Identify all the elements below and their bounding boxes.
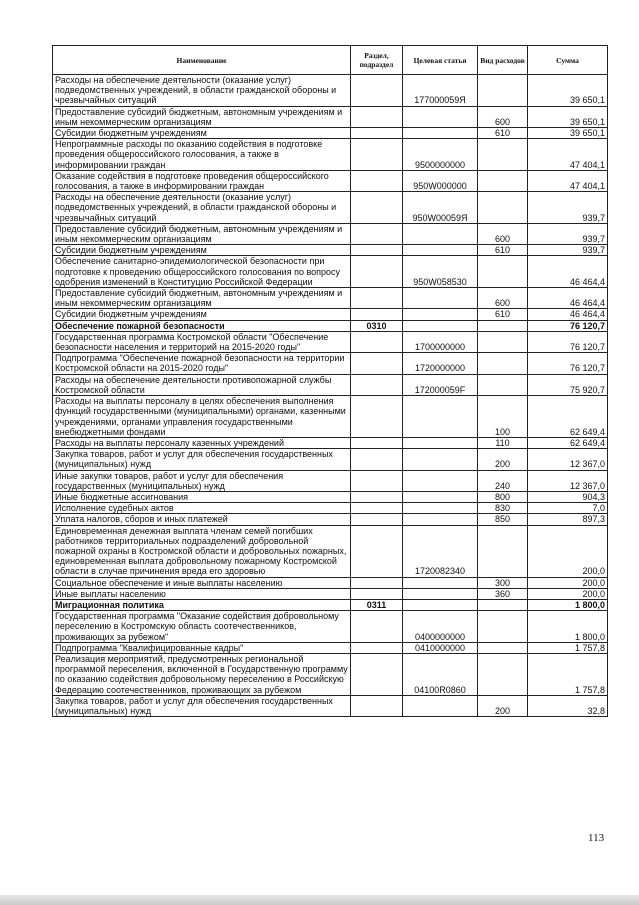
cell-section [351,331,403,352]
cell-expense-type [478,331,528,352]
cell-expense-type: 850 [478,514,528,525]
cell-amount: 76 120,7 [528,320,608,331]
cell-target: 1720000000 [403,353,478,374]
cell-name: Государственная программа Костромской области "Обеспечение безопасности населения и территорий на 2015-2020 годы" [53,331,351,352]
cell-name: Государственная программа "Оказание содействия добровольному переселению в Костромскую область соотечественников, проживающих за рубежом" [53,611,351,643]
cell-section [351,106,403,127]
table-row [53,653,608,695]
cell-target [403,288,478,309]
cell-target: 9500000000 [403,139,478,171]
cell-section [351,503,403,514]
cell-amount: 1 800,0 [528,611,608,643]
cell-target [403,514,478,525]
cell-amount: 32,8 [528,695,608,716]
cell-name: Единовременная денежная выплата членам семей погибших работников территориальных подразделений добровольной пожарной охраны в Костромской области и добровольных пожарных, единовременная выплата добровольному пожарному Костромской области в случае причинения вреда его здоровью [53,525,351,577]
cell-section [351,449,403,470]
cell-section [351,514,403,525]
cell-section [351,139,403,171]
cell-section [351,128,403,139]
cell-amount: 939,7 [528,192,608,224]
header-amount: Сумма [528,46,608,75]
cell-section [351,288,403,309]
table-row [53,106,608,127]
cell-name: Расходы на обеспечение деятельности (оказание услуг) подведомственных учреждений, в области гражданской обороны и чрезвычайных ситуаций [53,192,351,224]
cell-section [351,695,403,716]
cell-expense-type: 200 [478,695,528,716]
cell-expense-type [478,525,528,577]
cell-target [403,491,478,502]
table-row [53,75,608,107]
table-row [53,128,608,139]
table-row [53,695,608,716]
table-row [53,170,608,191]
scan-edge [0,895,639,905]
cell-name: Закупка товаров, работ и услуг для обеспечения государственных (муниципальных) нужд [53,449,351,470]
header-section: Раздел, подраздел [351,46,403,75]
cell-amount: 62 649,4 [528,396,608,438]
cell-section [351,353,403,374]
cell-section [351,309,403,320]
cell-target [403,599,478,610]
table-row [53,223,608,244]
cell-section [351,396,403,438]
table-row [53,139,608,171]
cell-name: Иные закупки товаров, работ и услуг для обеспечения государственных (муниципальных) нужд [53,470,351,491]
cell-amount: 12 367,0 [528,470,608,491]
table-row [53,353,608,374]
cell-section [351,223,403,244]
cell-expense-type [478,599,528,610]
cell-expense-type [478,653,528,695]
table-row [53,288,608,309]
cell-target [403,695,478,716]
table-row [53,374,608,395]
cell-target: 04100R0860 [403,653,478,695]
cell-amount: 200,0 [528,577,608,588]
cell-amount: 1 800,0 [528,599,608,610]
table-row [53,331,608,352]
table-row [53,514,608,525]
table-row [53,599,608,610]
cell-name: Непрограммные расходы по оказанию содействия в подготовке проведения общероссийского голосования, а также в информировании граждан [53,139,351,171]
cell-amount: 62 649,4 [528,437,608,448]
cell-target [403,245,478,256]
table-row [53,245,608,256]
cell-section [351,611,403,643]
cell-target: 1700000000 [403,331,478,352]
cell-name: Обеспечение пожарной безопасности [53,320,351,331]
header-expense-type: Вид расходов [478,46,528,75]
cell-amount: 47 404,1 [528,139,608,171]
cell-expense-type [478,642,528,653]
cell-amount: 1 757,8 [528,642,608,653]
cell-expense-type: 610 [478,309,528,320]
cell-name: Реализация мероприятий, предусмотренных региональной программой переселения, включенной в Государственную программу по оказанию содействия добровольному переселению в Российскую Федерацию соотечественников, проживающих за рубежом [53,653,351,695]
cell-target: 950W000000 [403,170,478,191]
cell-expense-type: 600 [478,223,528,244]
cell-name: Обеспечение санитарно-эпидемиологической безопасности при подготовке к проведению общероссийского голосования по вопросу одобрения изменений в Конституцию Российской Федерации [53,256,351,288]
cell-name: Предоставление субсидий бюджетным, автономным учреждениям и иным некоммерческим организациям [53,223,351,244]
cell-amount: 46 464,4 [528,256,608,288]
cell-amount: 1 757,8 [528,653,608,695]
header-name: Наименование [53,46,351,75]
cell-amount: 897,3 [528,514,608,525]
table-row [53,309,608,320]
cell-target [403,437,478,448]
table-row [53,588,608,599]
table-row [53,470,608,491]
cell-amount: 939,7 [528,245,608,256]
cell-amount: 46 464,4 [528,309,608,320]
cell-name: Социальное обеспечение и иные выплаты населению [53,577,351,588]
cell-amount: 76 120,7 [528,353,608,374]
cell-expense-type [478,353,528,374]
cell-section [351,653,403,695]
cell-name: Оказание содействия в подготовке проведения общероссийского голосования, а также в информировании граждан [53,170,351,191]
cell-section [351,256,403,288]
cell-amount: 7,0 [528,503,608,514]
cell-expense-type: 800 [478,491,528,502]
table-row [53,611,608,643]
cell-target [403,396,478,438]
cell-amount: 200,0 [528,525,608,577]
cell-name: Предоставление субсидий бюджетным, автономным учреждениям и иным некоммерческим организациям [53,288,351,309]
cell-expense-type: 200 [478,449,528,470]
cell-expense-type [478,192,528,224]
table-row [53,396,608,438]
cell-target: 177000059Я [403,75,478,107]
cell-section [351,437,403,448]
cell-name: Субсидии бюджетным учреждениям [53,309,351,320]
table-row [53,525,608,577]
cell-section [351,192,403,224]
cell-expense-type: 110 [478,437,528,448]
cell-expense-type: 360 [478,588,528,599]
cell-section [351,642,403,653]
cell-target [403,106,478,127]
cell-section [351,245,403,256]
cell-expense-type: 830 [478,503,528,514]
cell-target [403,503,478,514]
table-row [53,192,608,224]
cell-target [403,309,478,320]
cell-name: Подпрограмма "Квалифицированные кадры" [53,642,351,653]
cell-section [351,588,403,599]
cell-section: 0311 [351,599,403,610]
cell-name: Иные выплаты населению [53,588,351,599]
cell-amount: 39 650,1 [528,106,608,127]
cell-target [403,223,478,244]
cell-amount: 39 650,1 [528,128,608,139]
cell-amount: 200,0 [528,588,608,599]
cell-section [351,170,403,191]
cell-expense-type [478,75,528,107]
cell-amount: 46 464,4 [528,288,608,309]
cell-expense-type: 300 [478,577,528,588]
cell-name: Расходы на выплаты персоналу казенных учреждений [53,437,351,448]
cell-expense-type [478,374,528,395]
cell-expense-type: 100 [478,396,528,438]
table-row [53,320,608,331]
cell-target [403,577,478,588]
cell-expense-type: 600 [478,106,528,127]
cell-name: Предоставление субсидий бюджетным, автономным учреждениям и иным некоммерческим организациям [53,106,351,127]
table-row [53,491,608,502]
cell-name: Уплата налогов, сборов и иных платежей [53,514,351,525]
cell-section [351,491,403,502]
cell-section [351,470,403,491]
cell-expense-type: 240 [478,470,528,491]
table-row [53,642,608,653]
cell-target [403,128,478,139]
cell-expense-type: 610 [478,245,528,256]
table-row [53,437,608,448]
cell-name: Расходы на выплаты персоналу в целях обеспечения выполнения функций государственными (муниципальными) органами, казенными учреждениями, органами управления государственными внебюджетными фондами [53,396,351,438]
cell-name: Миграционная политика [53,599,351,610]
cell-amount: 47 404,1 [528,170,608,191]
cell-target [403,320,478,331]
cell-target [403,470,478,491]
header-target: Целевая статья [403,46,478,75]
cell-section: 0310 [351,320,403,331]
cell-expense-type [478,256,528,288]
cell-expense-type [478,170,528,191]
cell-name: Расходы на обеспечение деятельности (оказание услуг) подведомственных учреждений, в области гражданской обороны и чрезвычайных ситуаций [53,75,351,107]
cell-expense-type [478,139,528,171]
cell-amount: 904,3 [528,491,608,502]
cell-name: Исполнение судебных актов [53,503,351,514]
cell-expense-type: 610 [478,128,528,139]
cell-section [351,577,403,588]
cell-amount: 75 920,7 [528,374,608,395]
cell-name: Расходы на обеспечение деятельности противопожарной службы Костромской области [53,374,351,395]
cell-target [403,588,478,599]
cell-amount: 76 120,7 [528,331,608,352]
cell-target [403,449,478,470]
table-row [53,256,608,288]
cell-target: 950W00059Я [403,192,478,224]
budget-table [52,45,608,717]
cell-amount: 39 650,1 [528,75,608,107]
cell-expense-type: 600 [478,288,528,309]
cell-section [351,75,403,107]
cell-name: Субсидии бюджетным учреждениям [53,128,351,139]
cell-target: 1720082340 [403,525,478,577]
cell-target: 0400000000 [403,611,478,643]
cell-section [351,374,403,395]
cell-section [351,525,403,577]
cell-target: 0410000000 [403,642,478,653]
cell-amount: 12 367,0 [528,449,608,470]
cell-target: 950W058530 [403,256,478,288]
cell-expense-type [478,320,528,331]
cell-name: Закупка товаров, работ и услуг для обеспечения государственных (муниципальных) нужд [53,695,351,716]
table-row [53,577,608,588]
cell-name: Субсидии бюджетным учреждениям [53,245,351,256]
table-row [53,449,608,470]
page-number: 113 [588,832,605,844]
cell-target: 172000059F [403,374,478,395]
cell-amount: 939,7 [528,223,608,244]
table-header-row [53,46,608,75]
cell-name: Иные бюджетные ассигнования [53,491,351,502]
table-row [53,503,608,514]
cell-name: Подпрограмма "Обеспечение пожарной безопасности на территории Костромской области на 2015-2020 годы" [53,353,351,374]
cell-expense-type [478,611,528,643]
